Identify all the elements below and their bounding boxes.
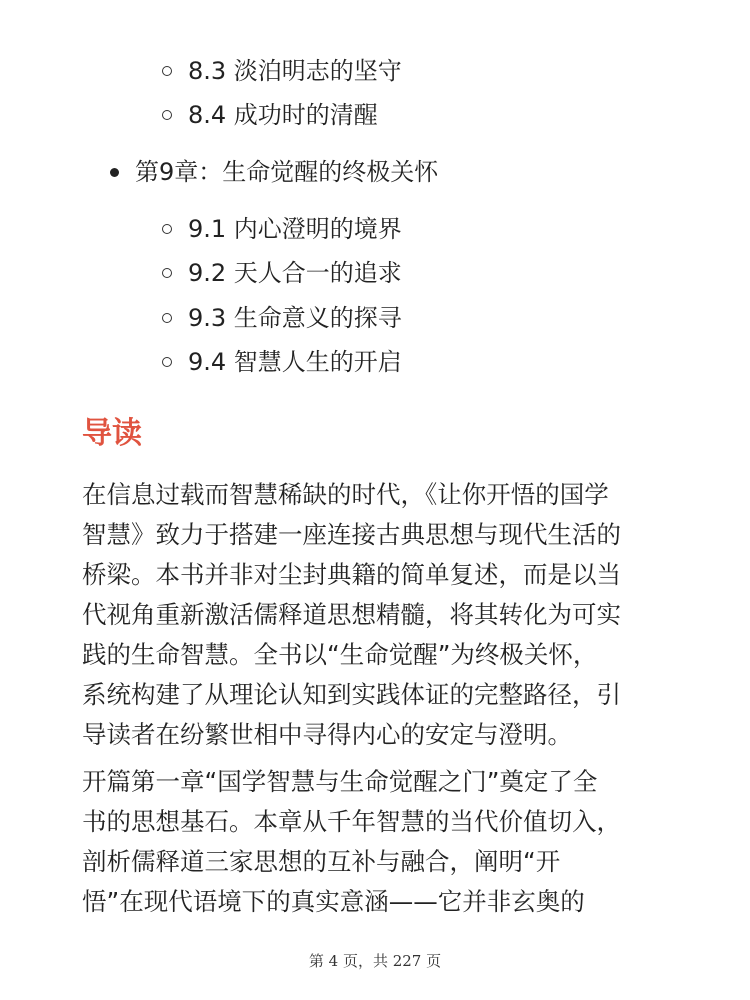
- toc-item-8-3[interactable]: 8.3 淡泊明志的坚守: [188, 57, 402, 85]
- section-heading: 导读: [82, 416, 142, 451]
- page-indicator: 第 4 页，共 227 页: [308, 952, 442, 970]
- paragraph-line: 系统构建了从理论认知到实践体证的完整路径，引: [82, 680, 621, 709]
- toc-item-9-2[interactable]: 9.2 天人合一的追求: [188, 259, 402, 287]
- toc-item-8-4[interactable]: 8.4 成功时的清醒: [188, 101, 378, 129]
- toc-chapter-9[interactable]: 第9章：生命觉醒的终极关怀: [135, 158, 439, 186]
- paragraph-line: 桥梁。本书并非对尘封典籍的简单复述，而是以当: [82, 560, 621, 589]
- paragraph-line: 导读者在纷繁世相中寻得内心的安定与澄明。: [82, 720, 572, 749]
- toc-item-9-3[interactable]: 9.3 生命意义的探寻: [188, 304, 402, 332]
- paragraph-line: 践的生命智慧。全书以“生命觉醒”为终极关怀，: [82, 640, 598, 669]
- paragraph-line: 悟”在现代语境下的真实意涵——它并非玄奥的: [82, 887, 585, 916]
- paragraph-intro: [82, 475, 672, 755]
- toc-item-9-4[interactable]: 9.4 智慧人生的开启: [188, 348, 402, 376]
- paragraph-line: 代视角重新激活儒释道思想精髓，将其转化为可实: [82, 600, 621, 629]
- paragraph-line: 在信息过载而智慧稀缺的时代，《让你开悟的国学: [82, 480, 609, 509]
- paragraph-chapter-one: [82, 762, 672, 922]
- paragraph-line: 书的思想基石。本章从千年智慧的当代价值切入，: [82, 807, 621, 836]
- toc-item-9-1[interactable]: 9.1 内心澄明的境界: [188, 215, 402, 243]
- paragraph-line: 开篇第一章“国学智慧与生命觉醒之门”奠定了全: [82, 767, 598, 796]
- paragraph-line: 剖析儒释道三家思想的互补与融合，阐明“开: [82, 847, 561, 876]
- paragraph-line: 智慧》致力于搭建一座连接古典思想与现代生活的: [82, 520, 621, 549]
